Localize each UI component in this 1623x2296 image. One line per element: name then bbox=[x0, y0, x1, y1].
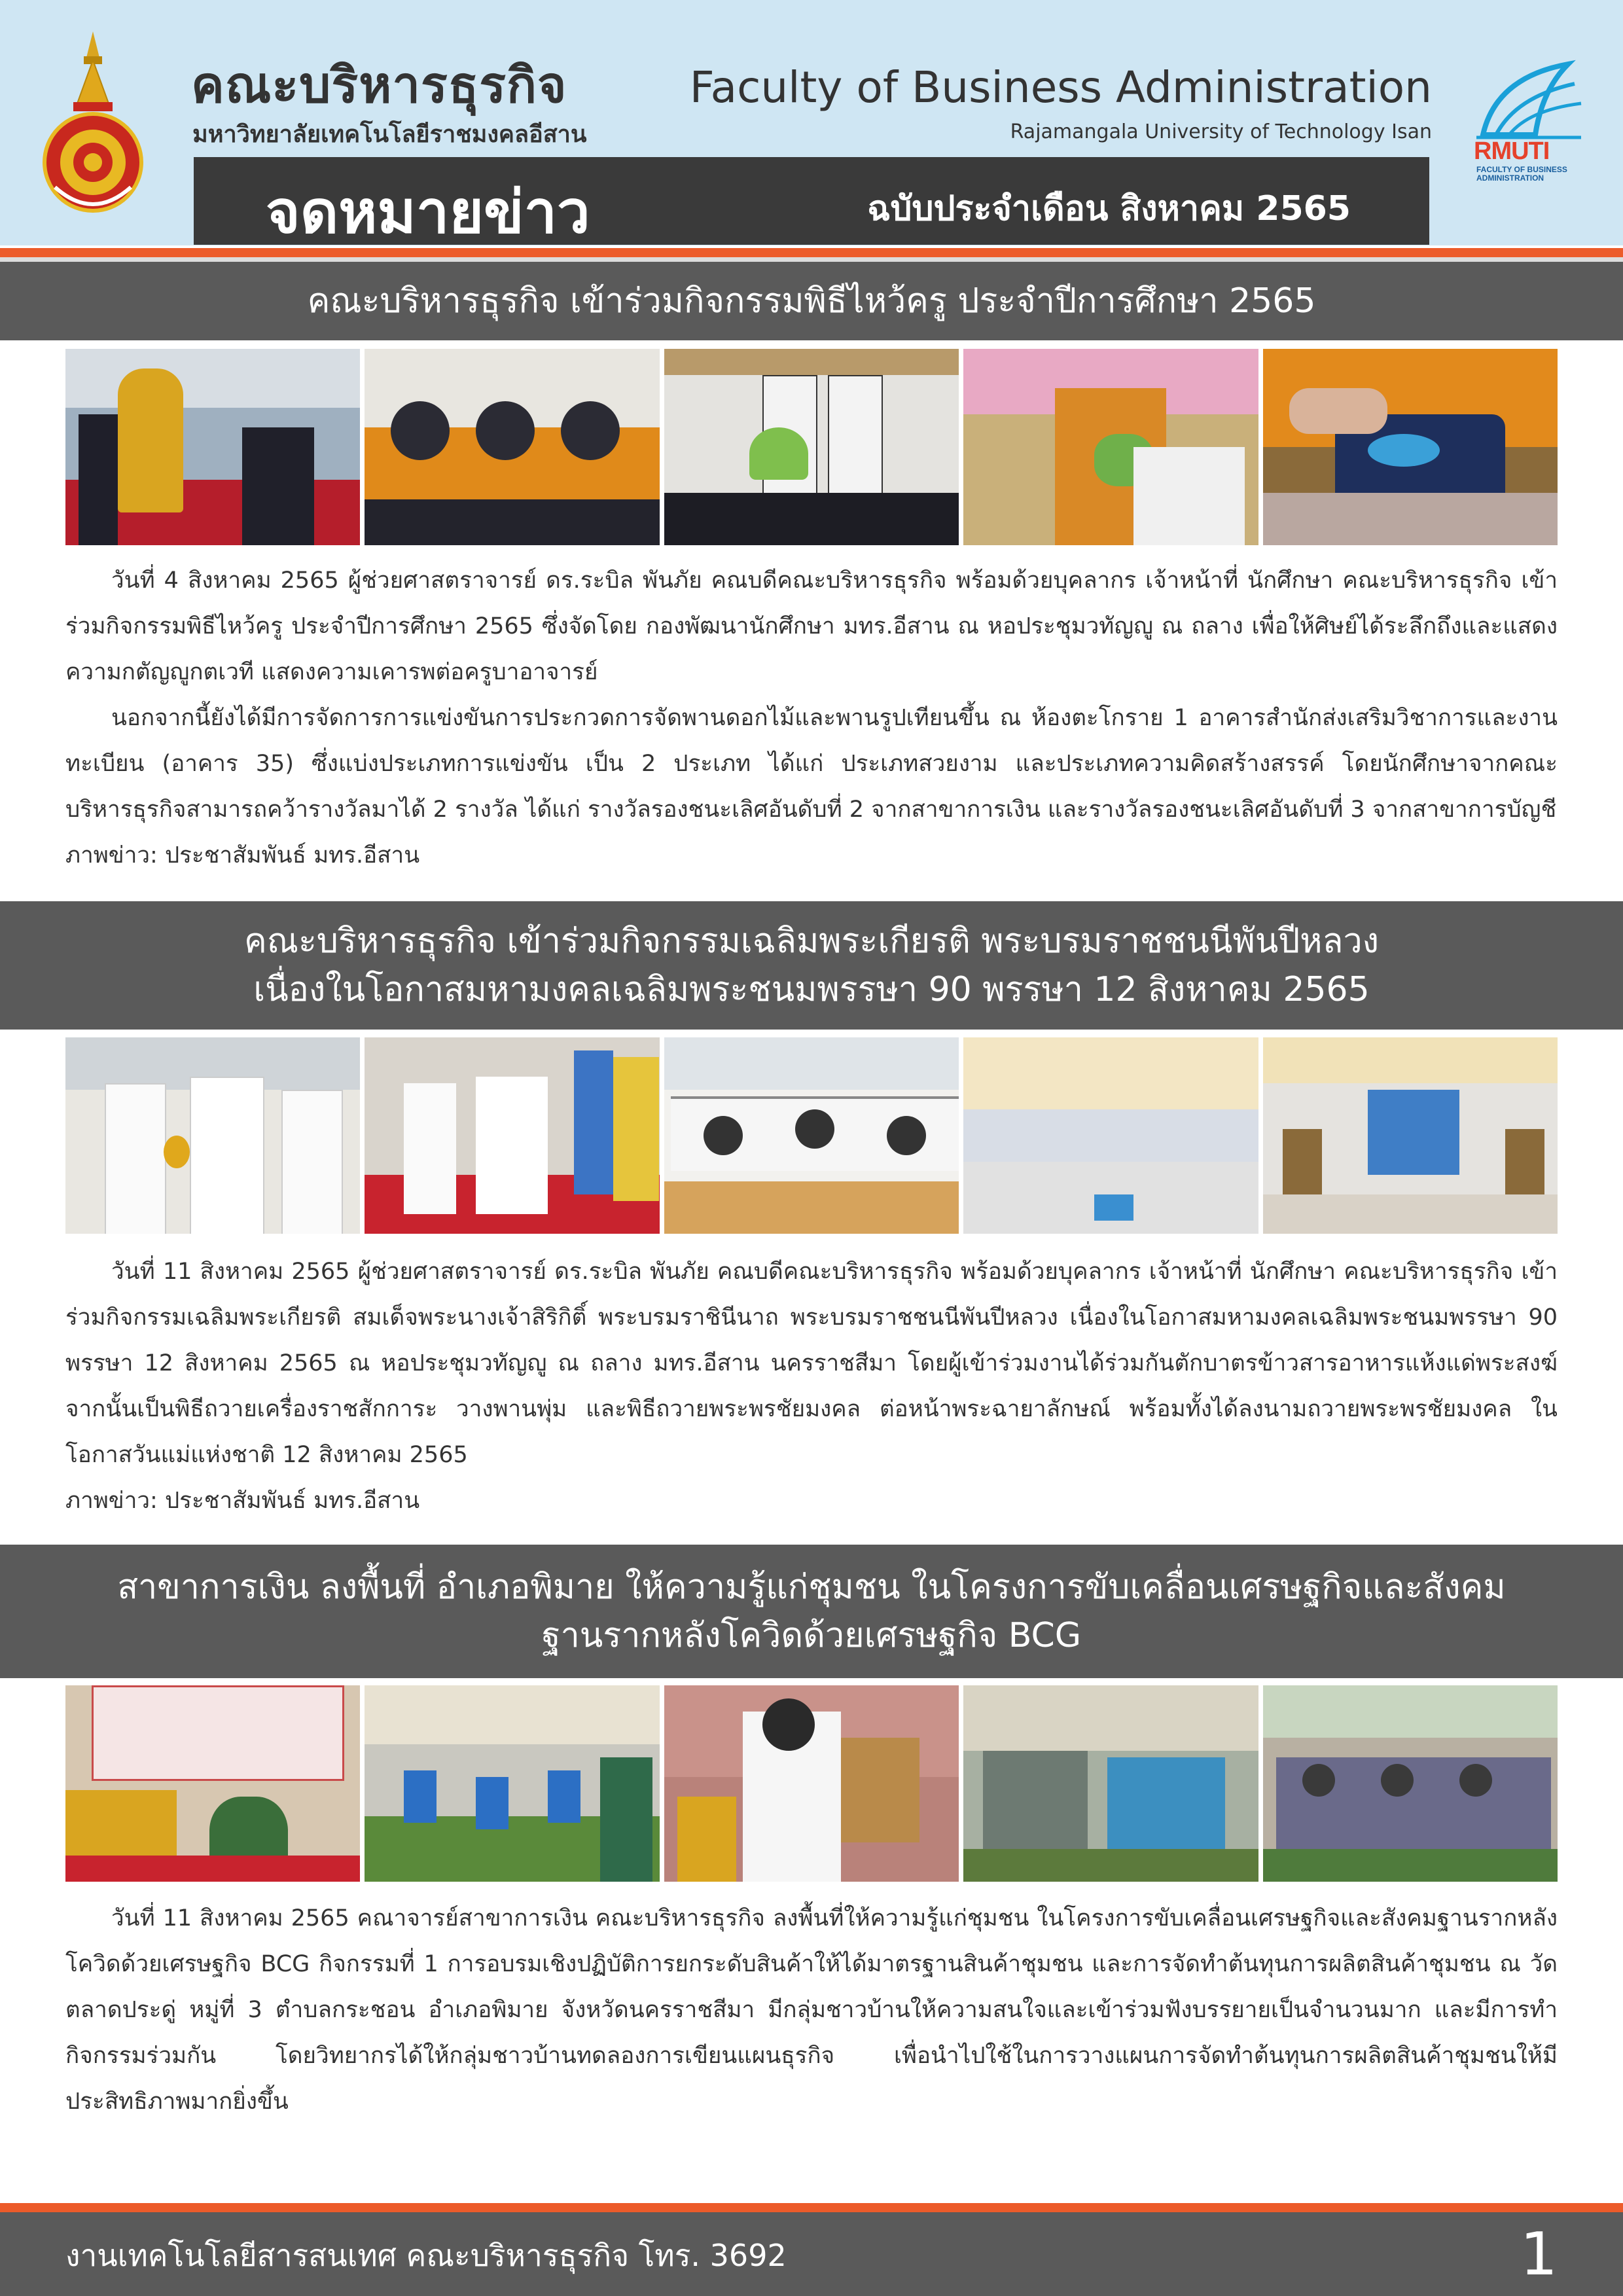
section-1-paragraph-1: วันที่ 4 สิงหาคม 2565 ผู้ช่วยศาสตราจารย์ ดร.ระบิล พันภัย คณบดีคณะบริหารธุรกิจ พร้อมด้วยบุคลากร เจ้าหน้าที่ นักศึกษา คณะบริหารธุรกิจ เข้าร่วมกิจกรรมพิธีไหว้ครู ประจำปีการศึกษา 2565 ซึ่งจัดโดย กองพัฒนานักศึกษา มทร.อีสาน ณ หอประชุมวทัญญู ณ ถลาง เพื่อให้ศิษย์ได้ระลึกถึงและแสดงความกตัญญูกตเวที แสดงความเคารพต่อครูบาอาจารย์ bbox=[65, 567, 1558, 685]
photo-wai-khru-ceremony-2 bbox=[365, 349, 659, 545]
page-header bbox=[0, 0, 1623, 245]
university-name-thai: มหาวิทยาลัยเทคโนโลยีราชมงคลอีสาน bbox=[192, 121, 587, 148]
section-3-headline-line-1: สาขาการเงิน ลงพื้นที่ อำเภอพิมาย ให้ความรู้แก่ชุมชน ในโครงการขับเคลื่อนเศรษฐกิจและสังคม bbox=[117, 1568, 1506, 1607]
university-emblem-logo bbox=[41, 31, 145, 215]
sail-icon bbox=[1470, 58, 1588, 143]
photo-royal-celebration-3 bbox=[664, 1037, 959, 1234]
section-1-photo-strip bbox=[65, 349, 1558, 545]
section-3-headline-line-2: ฐานรากหลังโควิดด้วยเศรษฐกิจ BCG bbox=[541, 1616, 1082, 1655]
section-2-headline-line-2: เนื่องในโอกาสมหามงคลเฉลิมพระชนมพรรษา 90 พรรษา 12 สิงหาคม 2565 bbox=[253, 970, 1370, 1009]
section-1-paragraph-2: นอกจากนี้ยังได้มีการจัดการการแข่งขันการประกวดการจัดพานดอกไม้และพานรูปเทียนขึ้น ณ ห้องตะโกราย 1 อาคารสำนักส่งเสริมวิชาการและงานทะเบียน (อาคาร 35) ซึ่งแบ่งประเภทการแข่งขัน เป็น 2 ประเภท ได้แก่ ประเภทสวยงาม และประเภทความคิดสร้างสรรค์ โดยนักศึกษาจากคณะบริหารธุรกิจสามารถคว้ารางวัลมาได้ 2 รางวัล ได้แก่ รางวัลรองชนะเลิศอันดับที่ 2 จากสาขาการเงิน และรางวัลรองชนะเลิศอันดับที่ 3 จากสาขาการบัญชี bbox=[65, 705, 1558, 823]
photo-bcg-community-training-4 bbox=[963, 1685, 1258, 1882]
section-1-headline-line-1: คณะบริหารธุรกิจ เข้าร่วมกิจกรรมพิธีไหว้ครู ประจำปีการศึกษา 2565 bbox=[307, 281, 1316, 321]
page-number: 1 bbox=[1520, 2220, 1558, 2289]
photo-royal-celebration-1 bbox=[65, 1037, 360, 1234]
section-3-paragraph-1: วันที่ 11 สิงหาคม 2565 คณาจารย์สาขาการเงิน คณะบริหารธุรกิจ ลงพื้นที่ให้ความรู้แก่ชุมชน ในโครงการขับเคลื่อนเศรษฐกิจและสังคมฐานรากหลังโควิดด้วยเศรษฐกิจ BCG กิจกรรมที่ 1 การอบรมเชิงปฏิบัติการยกระดับสินค้าให้ได้มาตรฐานสินค้าชุมชน และการจัดทำต้นทุนการผลิตสินค้าชุมชน ณ วัดตลาดประดู่ หมู่ที่ 3 ตำบลกระชอน อำเภอพิมาย จังหวัดนครราชสีมา มีกลุ่มชาวบ้านให้ความสนใจและเข้าร่วมฟังบรรยายเป็นจำนวนมาก และมีการทำกิจกรรมร่วมกัน โดยวิทยากรได้ให้กลุ่มชาวบ้านทดลองการเขียนแผนธุรกิจ เพื่อนำไปใช้ในการวางแผนการจัดทำต้นทุนการผลิตสินค้าชุมชนให้มีประสิทธิภาพมากยิ่งขึ้น bbox=[65, 1905, 1558, 2115]
footer-divider-orange bbox=[0, 2203, 1623, 2212]
newsletter-title: จดหมายข่าว bbox=[266, 178, 590, 247]
faculty-title-thai: คณะบริหารธุรกิจ bbox=[191, 56, 567, 114]
rmuti-logo-subtext: FACULTY OF BUSINESS ADMINISTRATION bbox=[1476, 165, 1567, 183]
university-name-english: Rajamangala University of Technology Isan bbox=[1010, 120, 1432, 143]
photo-bcg-community-training-1 bbox=[65, 1685, 360, 1882]
section-2-headline-line-1: คณะบริหารธุรกิจ เข้าร่วมกิจกรรมเฉลิมพระเกียรติ พระบรมราชชนนีพันปีหลวง bbox=[243, 922, 1380, 961]
photo-royal-celebration-2 bbox=[365, 1037, 659, 1234]
section-2-photo-credit: ภาพข่าว: ประชาสัมพันธ์ มทร.อีสาน bbox=[65, 1488, 420, 1514]
photo-wai-khru-ceremony-5 bbox=[1263, 349, 1558, 545]
issue-label: ฉบับประจำเดือน สิงหาคม 2565 bbox=[867, 189, 1351, 228]
section-2-paragraph-1: วันที่ 11 สิงหาคม 2565 ผู้ช่วยศาสตราจารย์ ดร.ระบิล พันภัย คณบดีคณะบริหารธุรกิจ พร้อมด้วยบุคลากร เจ้าหน้าที่ นักศึกษา คณะบริหารธุรกิจ เข้าร่วมกิจกรรมเฉลิมพระเกียรติ สมเด็จพระนางเจ้าสิริกิติ์ พระบรมราชินีนาถ พระบรมราชชนนีพันปีหลวง เนื่องในโอกาสมหามงคลเฉลิมพระชนมพรรษา 90 พรรษา 12 สิงหาคม 2565 ณ หอประชุมวทัญญู ณ ถลาง มทร.อีสาน นครราชสีมา โดยผู้เข้าร่วมงานได้ร่วมกันตักบาตรข้าวสารอาหารแห้งแด่พระสงฆ์ จากนั้นเป็นพิธีถวายเครื่องราชสักการะ วางพานพุ่ม และพิธีถวายพระพรชัยมงคล ต่อหน้าพระฉายาลักษณ์ พร้อมทั้งได้ลงนามถวายพระพรชัยมงคล ในโอกาสวันแม่แห่งชาติ 12 สิงหาคม 2565 bbox=[65, 1259, 1558, 1468]
photo-wai-khru-ceremony-1 bbox=[65, 349, 360, 545]
section-2-photo-strip bbox=[65, 1037, 1558, 1234]
section-3-headline bbox=[0, 1545, 1623, 1678]
header-divider-orange bbox=[0, 248, 1623, 257]
section-2-body bbox=[65, 1249, 1558, 1524]
faculty-title-english: Faculty of Business Administration bbox=[689, 62, 1432, 113]
photo-royal-celebration-5 bbox=[1263, 1037, 1558, 1234]
footer-contact-text: งานเทคโนโลยีสารสนเทศ คณะบริหารธุรกิจ โทร. 3692 bbox=[65, 2238, 787, 2273]
newsletter-banner bbox=[194, 157, 1429, 245]
section-1-body bbox=[65, 558, 1558, 878]
rmuti-logo-text: RMUTI bbox=[1474, 137, 1550, 165]
photo-bcg-community-training-2 bbox=[365, 1685, 659, 1882]
photo-bcg-community-training-5 bbox=[1263, 1685, 1558, 1882]
photo-wai-khru-ceremony-3 bbox=[664, 349, 959, 545]
section-3-body bbox=[65, 1895, 1558, 2125]
section-3-photo-strip bbox=[65, 1685, 1558, 1882]
page-footer bbox=[0, 2212, 1623, 2296]
photo-royal-celebration-4 bbox=[963, 1037, 1258, 1234]
section-1-headline bbox=[0, 262, 1623, 340]
section-1-photo-credit: ภาพข่าว: ประชาสัมพันธ์ มทร.อีสาน bbox=[65, 842, 420, 869]
photo-wai-khru-ceremony-4 bbox=[963, 349, 1258, 545]
photo-bcg-community-training-3 bbox=[664, 1685, 959, 1882]
rmuti-faculty-logo bbox=[1470, 58, 1588, 188]
section-2-headline bbox=[0, 901, 1623, 1030]
